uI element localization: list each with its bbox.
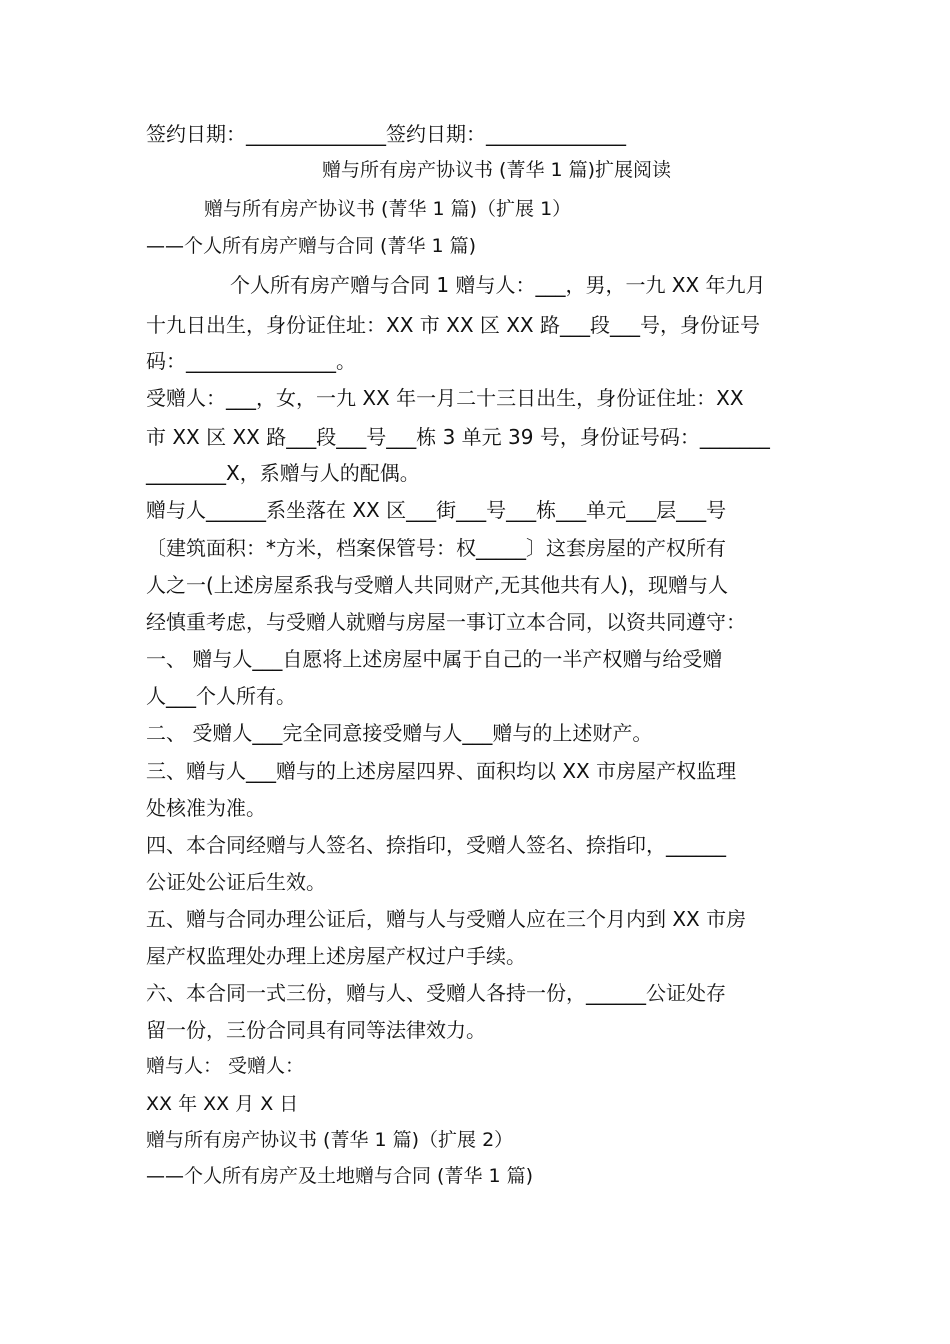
clause-5-line: 屋产权监理处办理上述房屋产权过户手续。 — [146, 944, 526, 968]
clause-4-line: 公证处公证后生效。 — [146, 870, 326, 894]
paragraph-line: 个人所有房产赠与合同 1 赠与人：___，男，一九 XX 年九月 — [230, 273, 766, 297]
paragraph-line: 码：_______________。 — [146, 349, 356, 373]
extension-2-subtitle: ——个人所有房产及土地赠与合同 (菁华 1 篇) — [146, 1165, 534, 1187]
extension-1-title: 赠与所有房产协议书 (菁华 1 篇)（扩展 1） — [204, 198, 572, 220]
date-line: XX 年 XX 月 X 日 — [146, 1093, 299, 1115]
signing-date-line: 签约日期：______________签约日期：______________ — [146, 122, 626, 146]
paragraph-line: 受赠人：___，女，一九 XX 年一月二十三日出生，身份证住址：XX — [146, 386, 744, 410]
paragraph-line: 市 XX 区 XX 路___段___号___栋 3 单元 39 号，身份证号码：_______ — [146, 425, 770, 449]
paragraph-line: 经慎重考虑，与受赠人就赠与房屋一事订立本合同，以资共同遵守： — [146, 610, 746, 634]
paragraph-line: ________X，系赠与人的配偶。 — [146, 461, 420, 485]
extension-1-subtitle: ——个人所有房产赠与合同 (菁华 1 篇) — [146, 235, 477, 257]
clause-4-line: 四、本合同经赠与人签名、捺指印，受赠人签名、捺指印，______ — [146, 833, 726, 857]
clause-2-line: 二、 受赠人___完全同意接受赠与人___赠与的上述财产。 — [146, 721, 653, 745]
extension-2-title: 赠与所有房产协议书 (菁华 1 篇)（扩展 2） — [146, 1129, 514, 1151]
clause-5-line: 五、赠与合同办理公证后，赠与人与受赠人应在三个月内到 XX 市房 — [146, 907, 747, 931]
clause-1-line: 一、 赠与人___自愿将上述房屋中属于自己的一半产权赠与给受赠 — [146, 647, 723, 671]
clause-3-line: 处核准为准。 — [146, 796, 266, 820]
clause-3-line: 三、赠与人___赠与的上述房屋四界、面积均以 XX 市房屋产权监理 — [146, 759, 737, 783]
extended-reading-heading: 赠与所有房产协议书 (菁华 1 篇)扩展阅读 — [322, 159, 672, 181]
paragraph-line: 人之一(上述房屋系我与受赠人共同财产,无其他共有人)，现赠与人 — [146, 573, 728, 597]
paragraph-line: 十九日出生，身份证住址：XX 市 XX 区 XX 路___段___号，身份证号 — [146, 313, 760, 337]
signature-line: 赠与人： 受赠人： — [146, 1055, 305, 1077]
clause-6-line: 六、本合同一式三份，赠与人、受赠人各持一份，______公证处存 — [146, 981, 726, 1005]
paragraph-line: 赠与人______系坐落在 XX 区___街___号___栋___单元___层___号 — [146, 498, 727, 522]
paragraph-line: 〔建筑面积：*方米，档案保管号：权_____〕这套房屋的产权所有 — [146, 536, 726, 560]
clause-1-line: 人___个人所有。 — [146, 684, 296, 708]
clause-6-line: 留一份，三份合同具有同等法律效力。 — [146, 1018, 486, 1042]
